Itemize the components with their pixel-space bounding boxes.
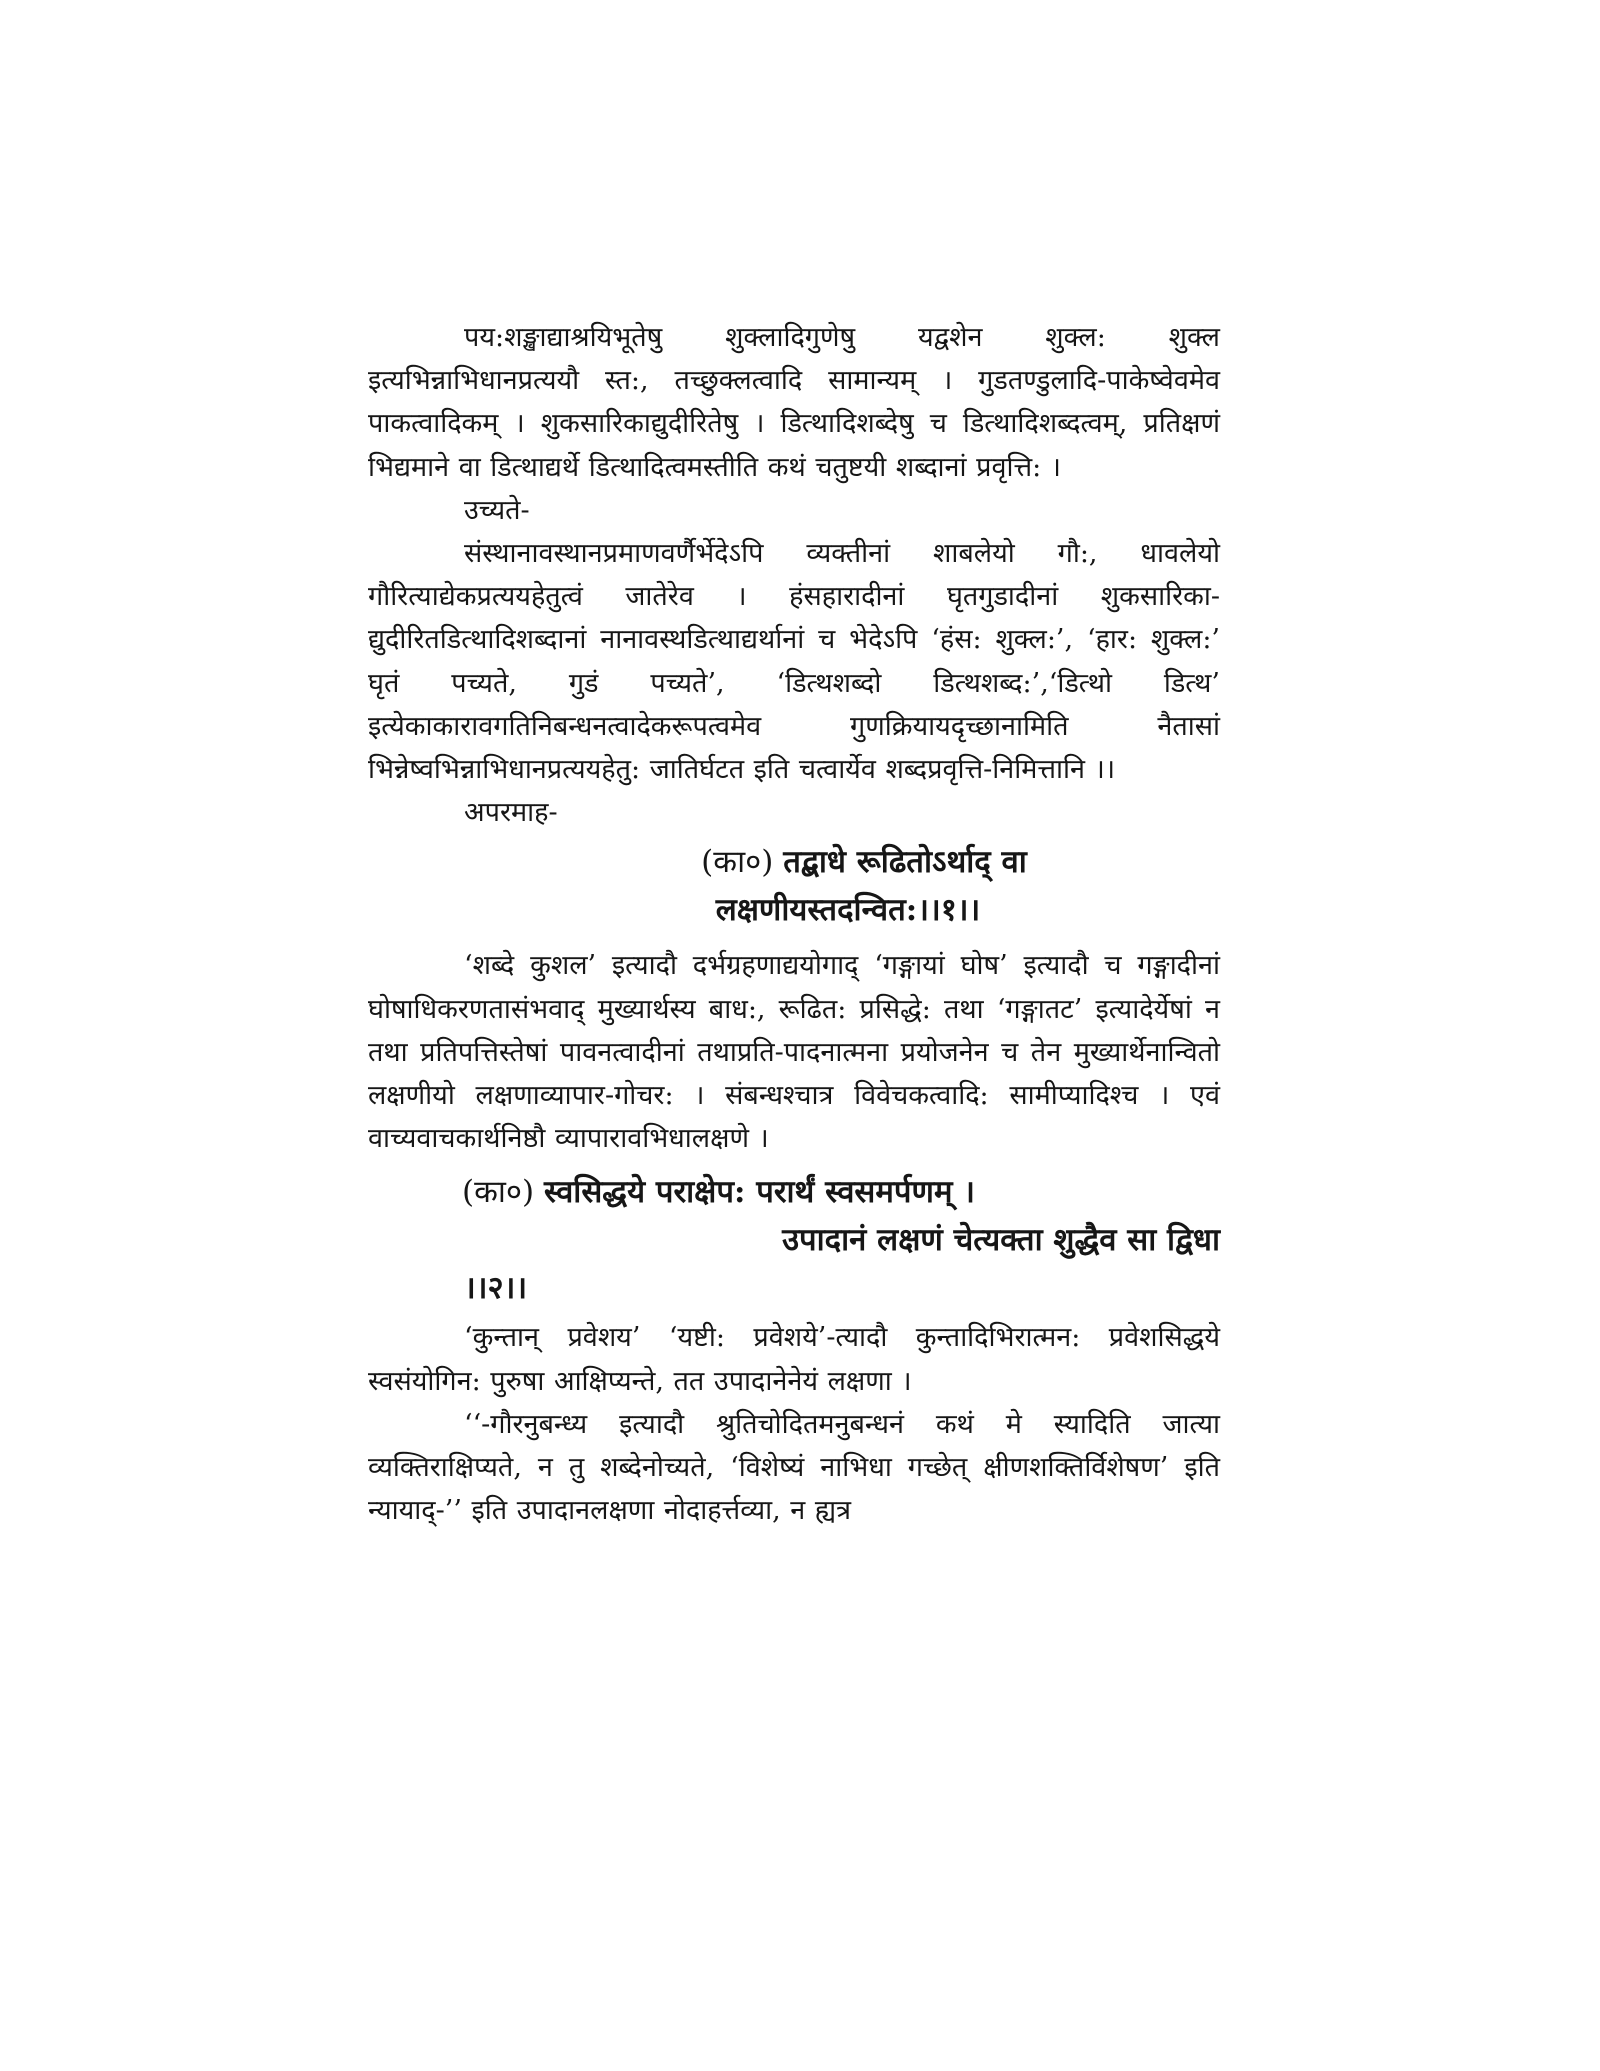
karika-2-line-1 bbox=[368, 1168, 1220, 1216]
karika-2-line-2: उपादानं लक्षणं चेत्यक्ता शुद्धैव सा द्विधा bbox=[782, 1222, 1220, 1259]
karika-2 bbox=[368, 1168, 1220, 1312]
karika-1-prefix: (का०) bbox=[701, 844, 774, 881]
uchyate-label: उच्यते- bbox=[464, 494, 530, 526]
karika-1 bbox=[368, 838, 1220, 934]
karika-2-prefix: (का०) bbox=[462, 1174, 535, 1211]
aparamaha-label: अपरमाह- bbox=[464, 797, 558, 829]
paragraph-1: पय:शङ्खाद्याश्रयिभूतेषु शुक्लादिगुणेषु यद्वशेन शुक्ल: शुक्ल इत्यभिन्नाभिधानप्रत्ययौ स्त:, तच्छुक्लत्वादि सामान्यम् । गुडतण्डुलादि-पाकेष्वेवमेव पाकत्वादिकम् । शुकसारिकाद्युदीरितेषु । डित्थादिशब्देषु च डित्थादिशब्दत्वम्, प्रतिक्षणं भिद्यमाने वा डित्थाद्यर्थे डित्थादित्वमस्तीति कथं चतुष्टयी शब्दानां प्रवृत्ति: । bbox=[368, 322, 1220, 483]
karika-1-line-1 bbox=[368, 838, 1220, 886]
paragraph-3: ‘शब्दे कुशल’ इत्यादौ दर्भग्रहणाद्ययोगाद् ‘गङ्गायां घोष’ इत्यादौ च गङ्गादीनां घोषाधिकरणतासंभवाद् मुख्यार्थस्य बाध:, रूढित: प्रसिद्धे: तथा ‘गङ्गातट’ इत्यादेर्येषां न तथा प्रतिपत्तिस्तेषां पावनत्वादीनां तथाप्रति-पादनात्मना प्रयोजनेन च तेन मुख्यार्थेनान्वितो लक्षणीयो लक्षणाव्यापार-गोचर: । संबन्धश्चात्र विवेचकत्वादि: सामीप्यादिश्च । एवं वाच्यवाचकार्थनिष्ठौ व्यापारावभिधालक्षणे । bbox=[368, 950, 1220, 1155]
paragraph-2: संस्थानावस्थानप्रमाणवर्णैर्भेदेऽपि व्यक्तीनां शाबलेयो गौ:, धावलेयो गौरित्याद्येकप्रत्ययहेतुत्वं जातेरेव । हंसहारादीनां घृतगुडादीनां शुकसारिका-द्युदीरितडित्थादिशब्दानां नानावस्थडित्थाद्यर्थानां च भेदेऽपि ‘हंस: शुक्ल:’, ‘हार: शुक्ल:’ घृतं पच्यते, गुडं पच्यते’, ‘डित्थशब्दो डित्थशब्द:’,‘डित्थो डित्थ’ इत्येकाकारावगतिनिबन्धनत्वादेकरूपत्वमेव गुणक्रियायदृच्छानामिति नैतासां भिन्नेष्वभिन्नाभिधानप्रत्ययहेतु: जातिर्घटत इति चत्वार्येव शब्दप्रवृत्ति-निमित्तानि ।। bbox=[368, 538, 1220, 786]
karika-1-text-1: तद्बाधे रूढितोऽर्थाद् वा bbox=[783, 844, 1027, 881]
karika-2-text-1: स्वसिद्धये पराक्षेप: परार्थं स्वसमर्पणम् । bbox=[544, 1174, 976, 1211]
paragraph-4: ‘कुन्तान् प्रवेशय’ ‘यष्टी: प्रवेशये’-त्यादौ कुन्तादिभिरात्मन: प्रवेशसिद्धये स्वसंयोगिन: पुरुषा आक्षिप्यन्ते, तत उपादानेनेयं लक्षणा । bbox=[368, 1322, 1220, 1397]
paragraph-5: ‘‘-गौरनुबन्ध्य इत्यादौ श्रुतिचोदितमनुबन्धनं कथं मे स्यादिति जात्या व्यक्तिराक्षिप्यते, न तु शब्देनोच्यते, ‘विशेष्यं नाभिधा गच्छेत् क्षीणशक्तिर्विशेषण’ इति न्यायाद्-’’ इति उपादानलक्षणा नोदाहर्त्तव्या, न ह्यत्र bbox=[368, 1408, 1220, 1527]
karika-2-line-3: ।।२।। bbox=[464, 1270, 528, 1307]
karika-1-line-2: लक्षणीयस्तदन्वित:।।१।। bbox=[715, 892, 981, 929]
page-body bbox=[368, 316, 1220, 1532]
